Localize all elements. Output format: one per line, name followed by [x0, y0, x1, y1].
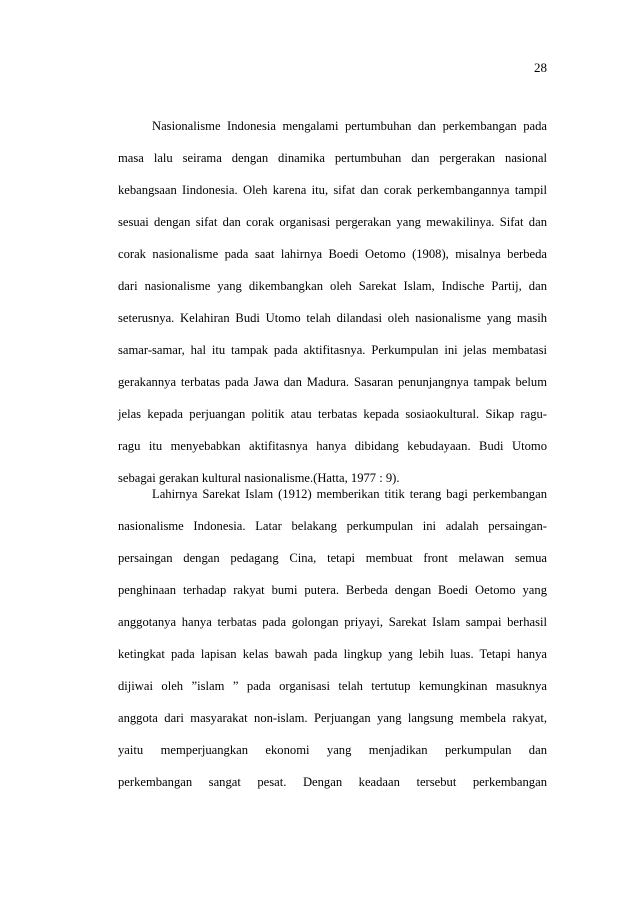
text-line: kebangsaan Iindonesia. Oleh karena itu, sifat dan corak perkembangannya tampil: [118, 183, 547, 197]
text-line: ketingkat pada lapisan kelas bawah pada lingkup yang lebih luas. Tetapi hanya: [118, 647, 547, 661]
text-line: sebagai gerakan kultural nasionalisme.(Hatta, 1977 : 9).: [118, 471, 400, 485]
text-line: jelas kepada perjuangan politik atau terbatas kepada sosiaokultural. Sikap ragu-: [118, 407, 547, 421]
text-line: ragu itu menyebabkan aktifitasnya hanya dibidang kebudayaan. Budi Utomo: [118, 439, 547, 453]
page-number: 28: [534, 60, 547, 75]
text-line: nasionalisme Indonesia. Latar belakang perkumpulan ini adalah persaingan-: [118, 519, 547, 533]
text-line: corak nasionalisme pada saat lahirnya Boedi Oetomo (1908), misalnya berbeda: [118, 247, 547, 261]
text-line: perkembangan sangat pesat. Dengan keadaan tersebut perkembangan: [118, 775, 547, 789]
text-line: Lahirnya Sarekat Islam (1912) memberikan titik terang bagi perkembangan: [152, 487, 547, 501]
text-line: sesuai dengan sifat dan corak organisasi pergerakan yang mewakilinya. Sifat dan: [118, 215, 547, 229]
text-line: anggota dari masyarakat non-islam. Perjuangan yang langsung membela rakyat,: [118, 711, 547, 725]
paragraph-1: [118, 118, 547, 502]
text-line: dijiwai oleh ”islam ” pada organisasi telah tertutup kemungkinan masuknya: [118, 679, 547, 693]
text-line: persaingan dengan pedagang Cina, tetapi membuat front melawan semua: [118, 551, 547, 565]
text-line: gerakannya terbatas pada Jawa dan Madura. Sasaran penunjangnya tampak belum: [118, 375, 547, 389]
text-line: yaitu memperjuangkan ekonomi yang menjadikan perkumpulan dan: [118, 743, 547, 757]
text-line: dari nasionalisme yang dikembangkan oleh Sarekat Islam, Indische Partij, dan: [118, 279, 547, 293]
text-line: Nasionalisme Indonesia mengalami pertumbuhan dan perkembangan pada: [152, 119, 547, 133]
text-line: seterusnya. Kelahiran Budi Utomo telah dilandasi oleh nasionalisme yang masih: [118, 311, 547, 325]
text-line: penghinaan terhadap rakyat bumi putera. Berbeda dengan Boedi Oetomo yang: [118, 583, 547, 597]
paragraph-2: [118, 486, 547, 806]
text-line: masa lalu seirama dengan dinamika pertumbuhan dan pergerakan nasional: [118, 151, 547, 165]
text-line: samar-samar, hal itu tampak pada aktifitasnya. Perkumpulan ini jelas membatasi: [118, 343, 547, 357]
text-line: anggotanya hanya terbatas pada golongan priyayi, Sarekat Islam sampai berhasil: [118, 615, 547, 629]
